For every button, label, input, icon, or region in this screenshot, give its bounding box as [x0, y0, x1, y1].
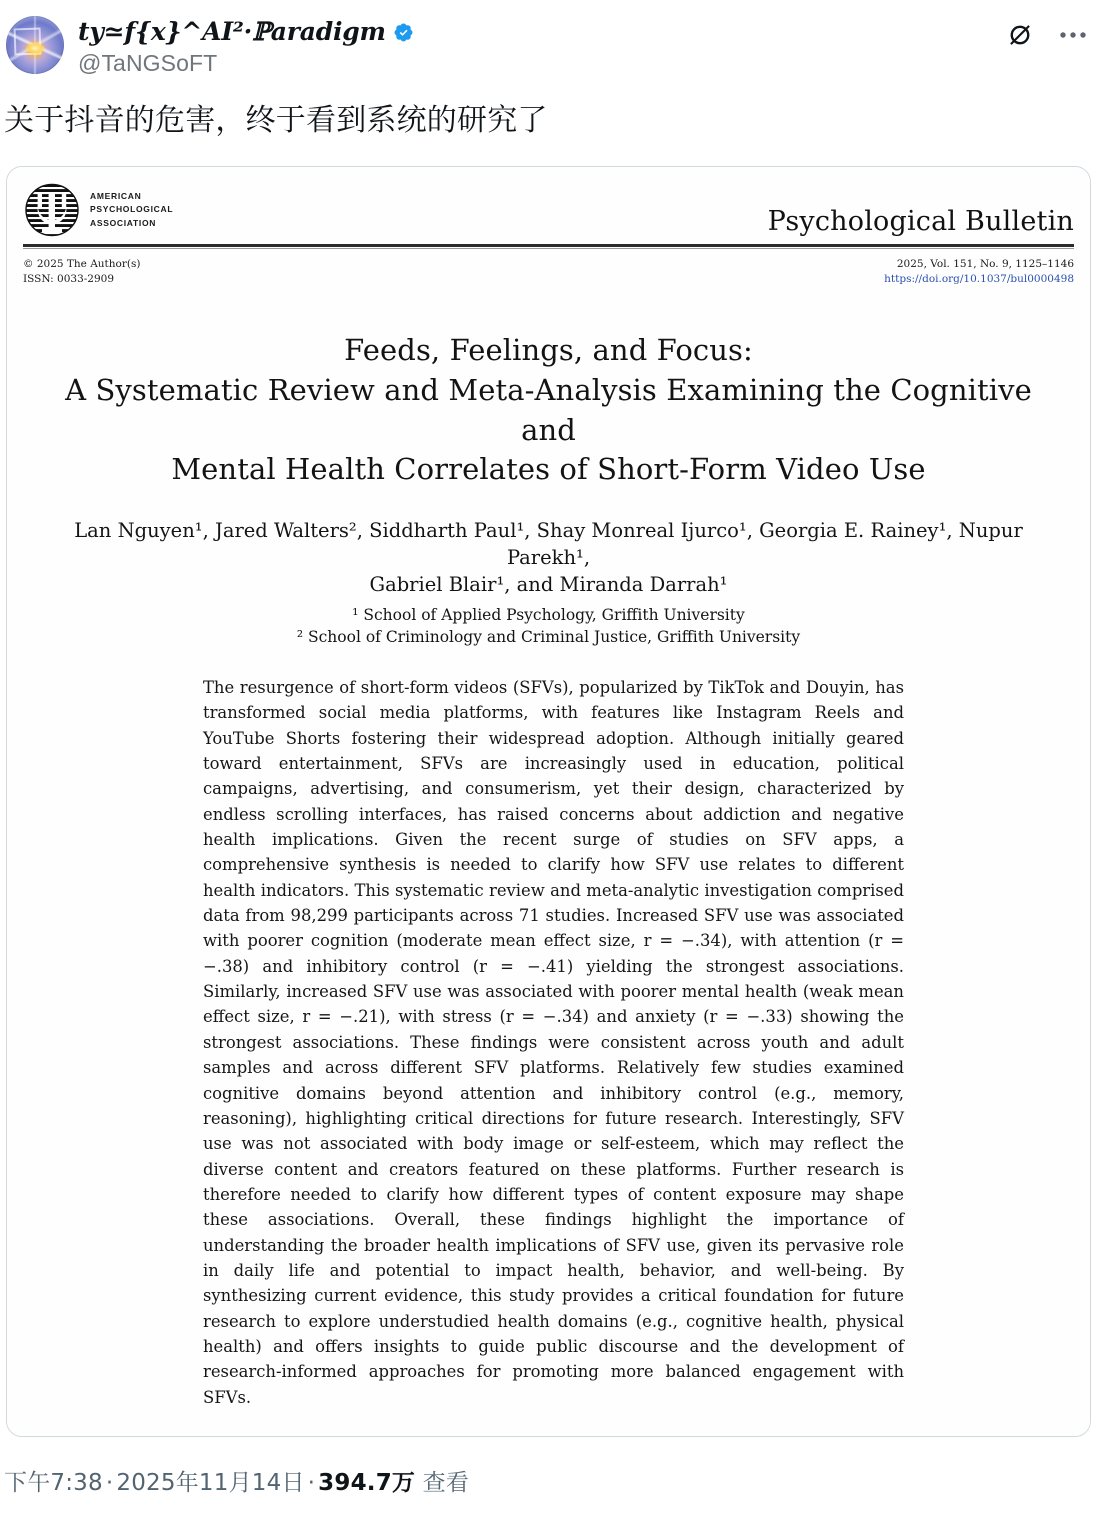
- paper-affiliation-1: ¹ School of Applied Psychology, Griffith University: [352, 605, 745, 624]
- paper-authors-line-2: Gabriel Blair¹, and Miranda Darrah¹: [369, 572, 728, 596]
- paper-affiliation-2: ² School of Criminology and Criminal Justice, Griffith University: [296, 628, 801, 647]
- author-name-block: [78, 16, 414, 78]
- apa-logo-icon: [23, 183, 81, 237]
- display-name-row: [78, 18, 414, 46]
- author-handle[interactable]: @TaNGSoFT: [78, 50, 218, 76]
- verified-badge-icon[interactable]: [393, 22, 414, 43]
- paper-copyright-block: [23, 257, 140, 287]
- paper-authors-line-1: Lan Nguyen¹, Jared Walters², Siddharth Paul¹, Shay Monreal Ijurco¹, Georgia E. Rainey¹, Nupur Parekh¹,: [74, 519, 1023, 569]
- masthead-rule-thin: [23, 248, 1074, 249]
- grok-icon[interactable]: [1007, 22, 1033, 48]
- paper-authors: [39, 518, 1058, 599]
- apa-wordmark-line3: ASSOCIATION: [90, 218, 157, 229]
- tweet-date: 2025年11月14日: [116, 1469, 305, 1496]
- footer-separator-1: ·: [105, 1469, 114, 1496]
- paper-title-line-3: Mental Health Correlates of Short-Form Video Use: [171, 452, 926, 487]
- avatar-glow: [25, 43, 45, 55]
- apa-wordmark-line2: PSYCHOLOGICAL: [90, 204, 174, 215]
- more-options-icon[interactable]: [1059, 31, 1087, 39]
- header-actions: [1007, 22, 1087, 48]
- paper-issn: ISSN: 0033-2909: [23, 273, 115, 286]
- author-display-name[interactable]: ty≃f{x}^AI²·ℙaradigm: [78, 17, 386, 46]
- paper-abstract: The resurgence of short-form videos (SFVs), popularized by TikTok and Douyin, has transformed social media platforms, with features like Instagram Reels and YouTube Shorts fostering their widespread adoption. Although initially geared toward entertainment, SFVs are increasingly used in education, political campaigns, advertising, and consumerism, yet their design, characterized by endless scrolling interfaces, has raised concerns about addiction and negative health implications. Given the recent surge of studies on SFV apps, a comprehensive synthesis is needed to clarify how SFV use relates to different health indicators. This systematic review and meta-analytic investigation comprised data from 98,299 participants across 71 studies. Increased SFV use was associated with poorer cognition (moderate mean effect size, r = −.34), with attention (r = −.38) and inhibitory control (r = −.41) yielding the strongest associations. Similarly, increased SFV use was associated with poorer mental health (weak mean effect size, r = −.21), with stress (r = −.34) and anxiety (r = −.33) showing the strongest associations. These findings were consistent across youth and adult samples and across different SFV platforms. Relatively few studies examined cognitive domains beyond attention and inhibitory control (e.g., memory, reasoning), highlighting critical directions for future research. Interestingly, SFV use was not associated with body image or self-esteem, which may reflect the diverse content and creators featured on these platforms. Further research is therefore needed to clarify how different types of content exposure may shape these associations. Overall, these findings highlight the importance of understanding the broader health implications of SFV use, given its pervasive role in daily life and potential to impact health, behavior, and well-being. By synthesizing current evidence, this study provides a critical foundation for future research to explore understudied health domains (e.g., cognitive health, physical health) and offers insights to guide public discourse and the development of research-informed approaches for promoting more balanced engagement with SFVs.: [203, 678, 904, 1407]
- tweet-views-count: 394.7万: [318, 1469, 416, 1496]
- tweet-media-card[interactable]: [6, 166, 1091, 1437]
- apa-wordmark: [90, 190, 173, 231]
- journal-title: Psychological Bulletin: [767, 206, 1074, 238]
- tweet-header: [0, 0, 1097, 78]
- tweet-body-text: 关于抖音的危害，终于看到系统的研究了: [4, 102, 548, 138]
- paper-scan: [7, 167, 1090, 1436]
- paper-title-line-2: A Systematic Review and Meta-Analysis Examining the Cognitive and: [65, 372, 1032, 447]
- paper-masthead: [21, 181, 1076, 237]
- paper-citation: 2025, Vol. 151, No. 9, 1125–1146: [896, 258, 1074, 271]
- paper-meta-row: [21, 257, 1076, 287]
- footer-separator-2: ·: [307, 1469, 316, 1496]
- apa-brand: [23, 183, 173, 237]
- avatar[interactable]: [6, 16, 64, 74]
- tweet-footer: [0, 1437, 1097, 1519]
- paper-copyright: © 2025 The Author(s): [23, 258, 141, 271]
- masthead-rule: [23, 244, 1074, 247]
- paper-affiliations: [21, 604, 1076, 649]
- paper-citation-block: [884, 257, 1074, 287]
- tweet-time: 下午7:38: [4, 1469, 103, 1496]
- apa-wordmark-line1: AMERICAN: [90, 190, 142, 201]
- paper-title-line-1: Feeds, Feelings, and Focus:: [344, 333, 753, 368]
- tweet-views-label: 查看: [422, 1469, 470, 1496]
- paper-title: [47, 331, 1050, 490]
- paper-doi-link[interactable]: https://doi.org/10.1037/bul0000498: [884, 273, 1074, 286]
